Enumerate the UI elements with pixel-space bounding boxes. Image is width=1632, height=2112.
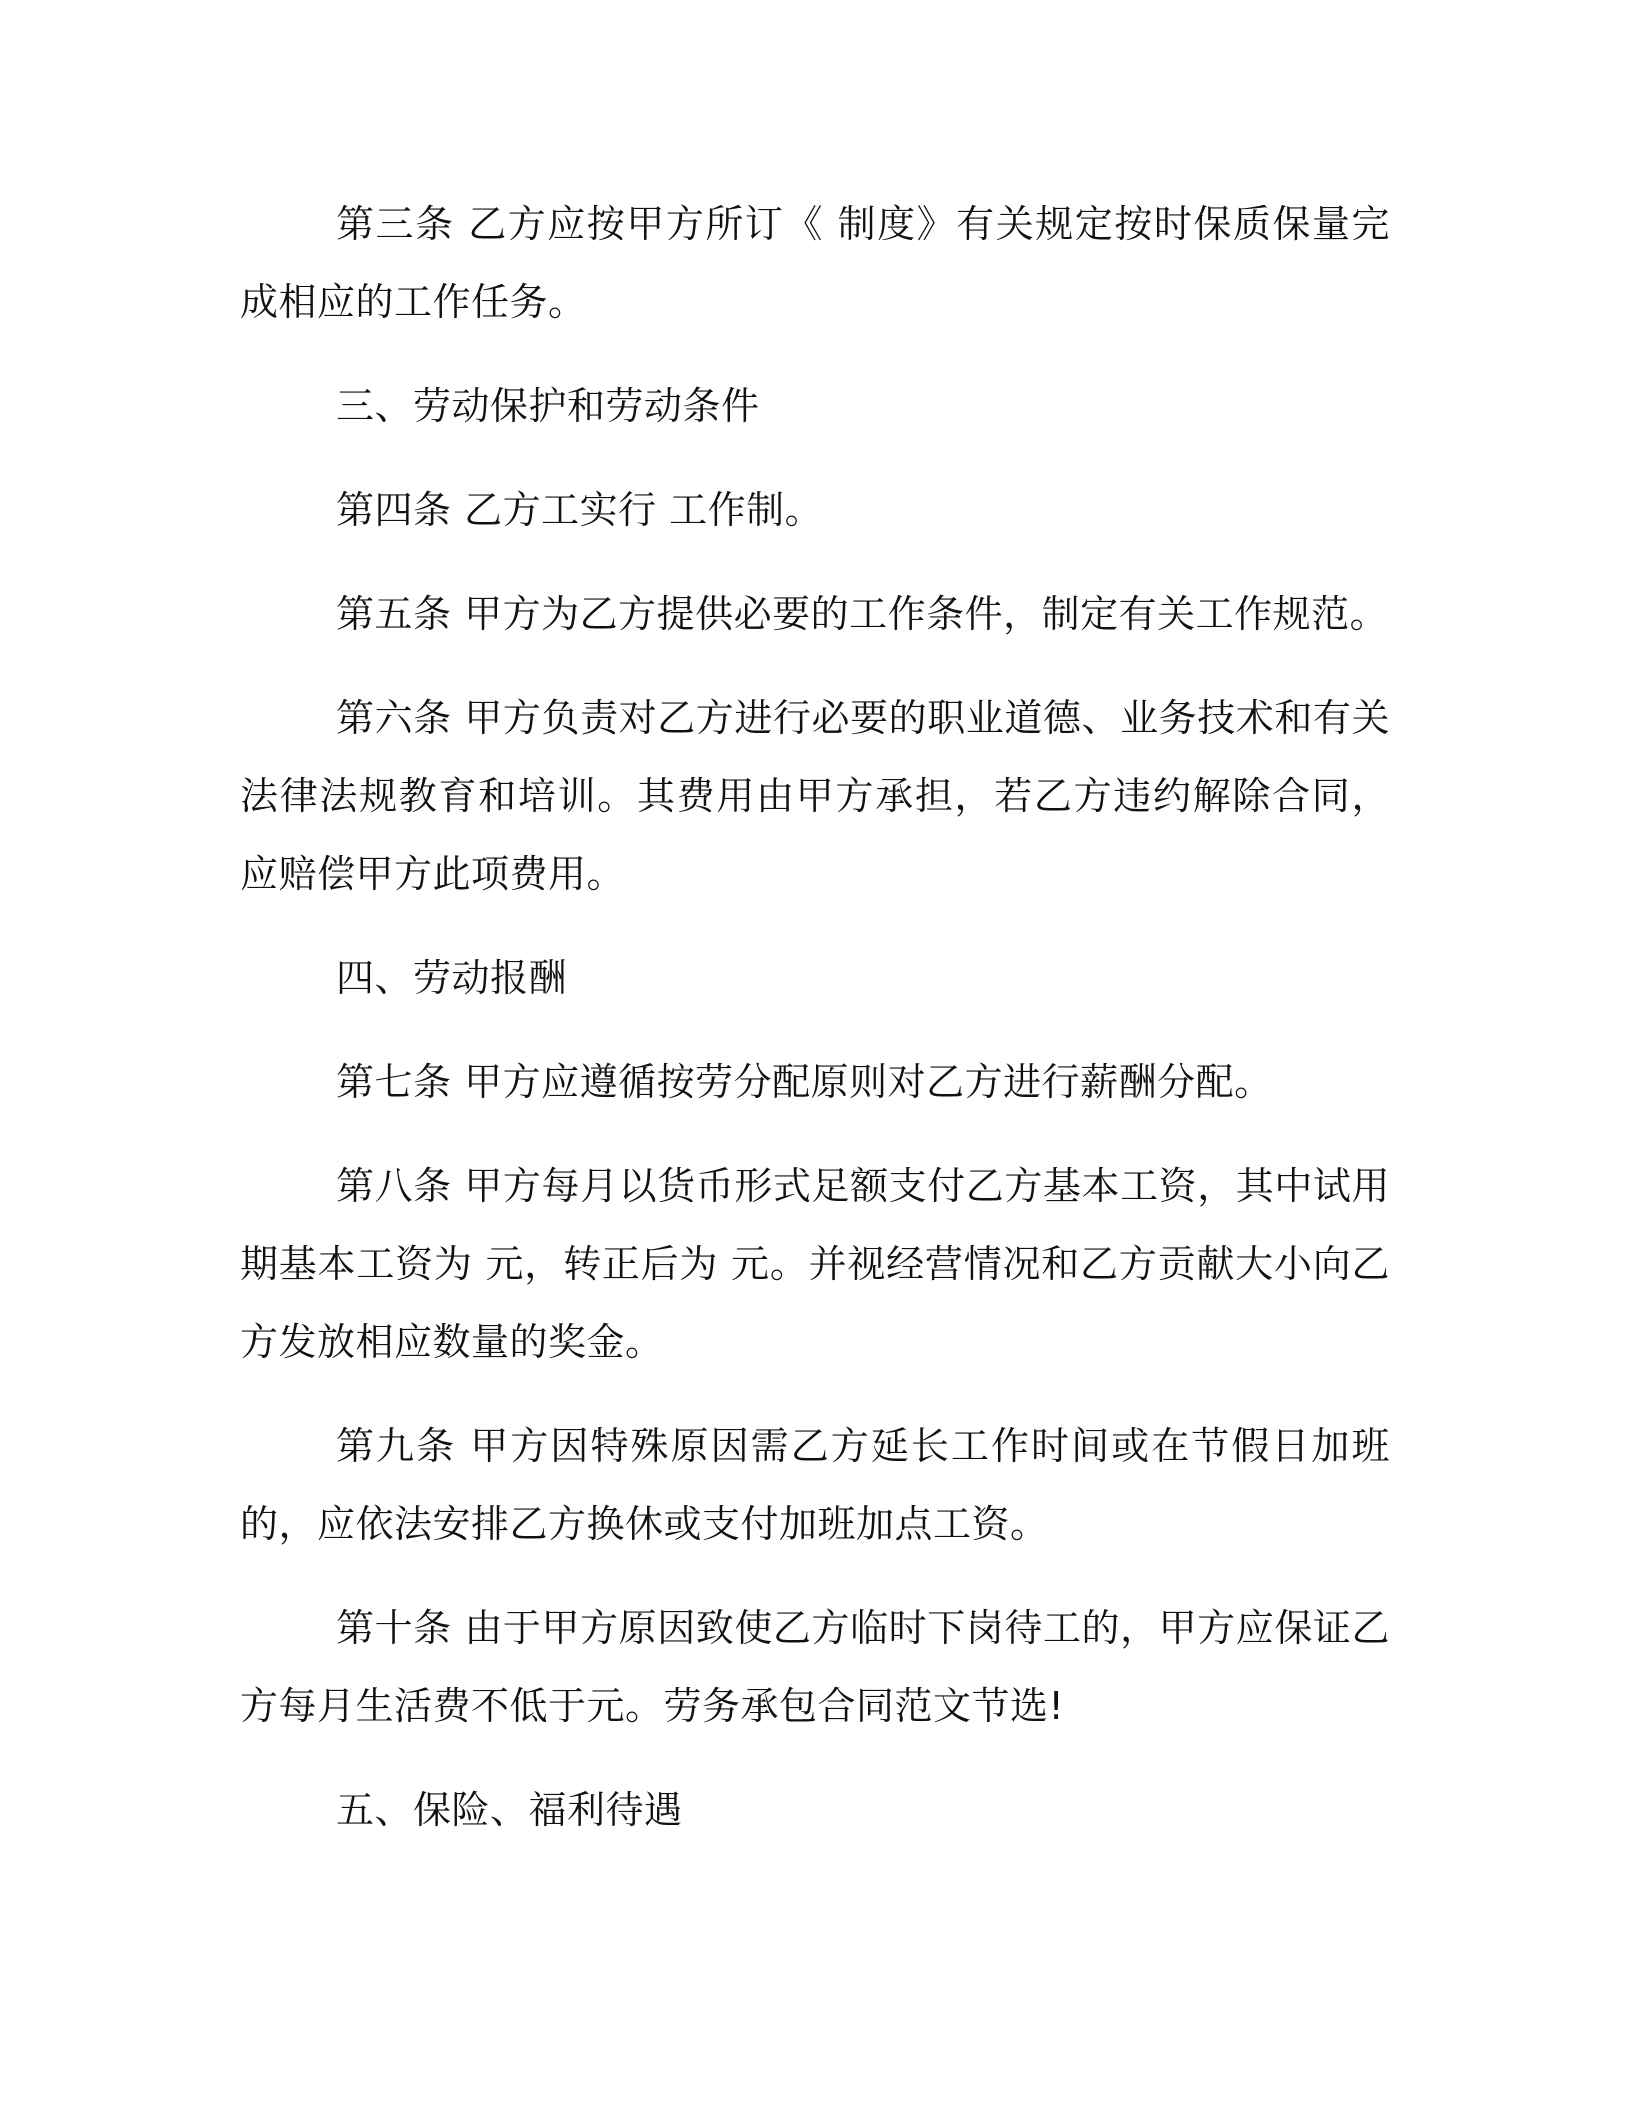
document-body <box>240 185 1390 1875</box>
clause-5: 第五条 甲方为乙方提供必要的工作条件，制定有关工作规范。 <box>336 592 1389 636</box>
clause-7: 第七条 甲方应遵循按劳分配原则对乙方进行薪酬分配。 <box>336 1060 1273 1104</box>
clause-10: 第十条 由于甲方原因致使乙方临时下岗待工的，甲方应保证乙方每月生活费不低于元。劳务承包合同范文节选! <box>240 1606 1390 1728</box>
section-heading-5: 五、保险、福利待遇 <box>336 1788 683 1832</box>
clause-4: 第四条 乙方工实行 工作制。 <box>336 488 824 532</box>
section-heading-4: 四、劳动报酬 <box>336 956 568 1000</box>
section-heading-3: 三、劳动保护和劳动条件 <box>336 384 760 428</box>
clause-6: 第六条 甲方负责对乙方进行必要的职业道德、业务技术和有关法律法规教育和培训。其费用由甲方承担，若乙方违约解除合同，应赔偿甲方此项费用。 <box>240 696 1390 896</box>
clause-9: 第九条 甲方因特殊原因需乙方延长工作时间或在节假日加班的，应依法安排乙方换休或支付加班加点工资。 <box>240 1424 1390 1546</box>
clause-3: 第三条 乙方应按甲方所订《 制度》有关规定按时保质保量完成相应的工作任务。 <box>240 202 1390 324</box>
clause-8: 第八条 甲方每月以货币形式足额支付乙方基本工资，其中试用期基本工资为 元，转正后为 元。并视经营情况和乙方贡献大小向乙方发放相应数量的奖金。 <box>240 1164 1390 1364</box>
